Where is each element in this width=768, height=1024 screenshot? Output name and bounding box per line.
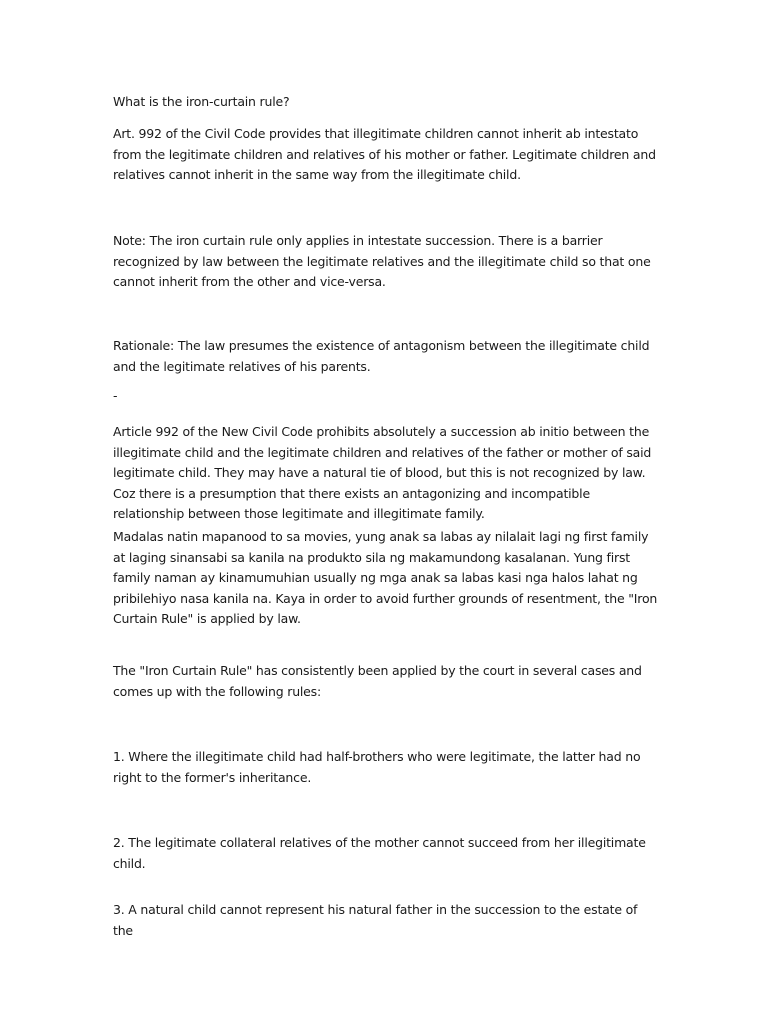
paragraph-article-992-ncc: Article 992 of the New Civil Code prohibits absolutely a succession ab initio between the illegitimate child and the legitimate children and relatives of the father or mother of said legitimate child. They may have a natural tie of blood, but this is not recognized by law. Coz there is a presumption that there exists an antagonizing and incompatible relationship between those legitimate and illegitimate family.	[113, 424, 652, 521]
rule-item-2: 2. The legitimate collateral relatives of the mother cannot succeed from her illegitimate child.	[113, 835, 646, 871]
question-heading: What is the iron-curtain rule?	[113, 94, 290, 109]
paragraph-tagalog: Madalas natin mapanood to sa movies, yung anak sa labas ay nilalait lagi ng first family at laging sinansabi sa kanila na produkto sila ng makamundong kasalanan. Yung first family naman ay kinamumuhian usually ng mga anak sa labas kasi nga halos lahat ng pribilehiyo nasa kanila na. Kaya in order to avoid further grounds of resentment, the "Iron Curtain Rule" is applied by law.	[113, 529, 658, 626]
paragraph-note: Note: The iron curtain rule only applies in intestate succession. There is a barrier recognized by law between the legitimate relatives and the illegitimate child so that one cannot inherit from the other and vice-versa.	[113, 233, 651, 289]
rule-item-3: 3. A natural child cannot represent his natural father in the succession to the estate of the	[113, 902, 638, 938]
rule-item-1: 1. Where the illegitimate child had half-brothers who were legitimate, the latter had no right to the former's inheritance.	[113, 749, 641, 785]
paragraph-rules-intro: The "Iron Curtain Rule" has consistently been applied by the court in several cases and comes up with the following rules:	[113, 663, 642, 699]
paragraph-art-992: Art. 992 of the Civil Code provides that illegitimate children cannot inherit ab intestato from the legitimate children and relatives of his mother or father. Legitimate children and relatives cannot inherit in the same way from the illegitimate child.	[113, 126, 656, 182]
separator-dash: -	[113, 388, 118, 403]
paragraph-rationale: Rationale: The law presumes the existence of antagonism between the illegitimate child and the legitimate relatives of his parents.	[113, 338, 650, 374]
